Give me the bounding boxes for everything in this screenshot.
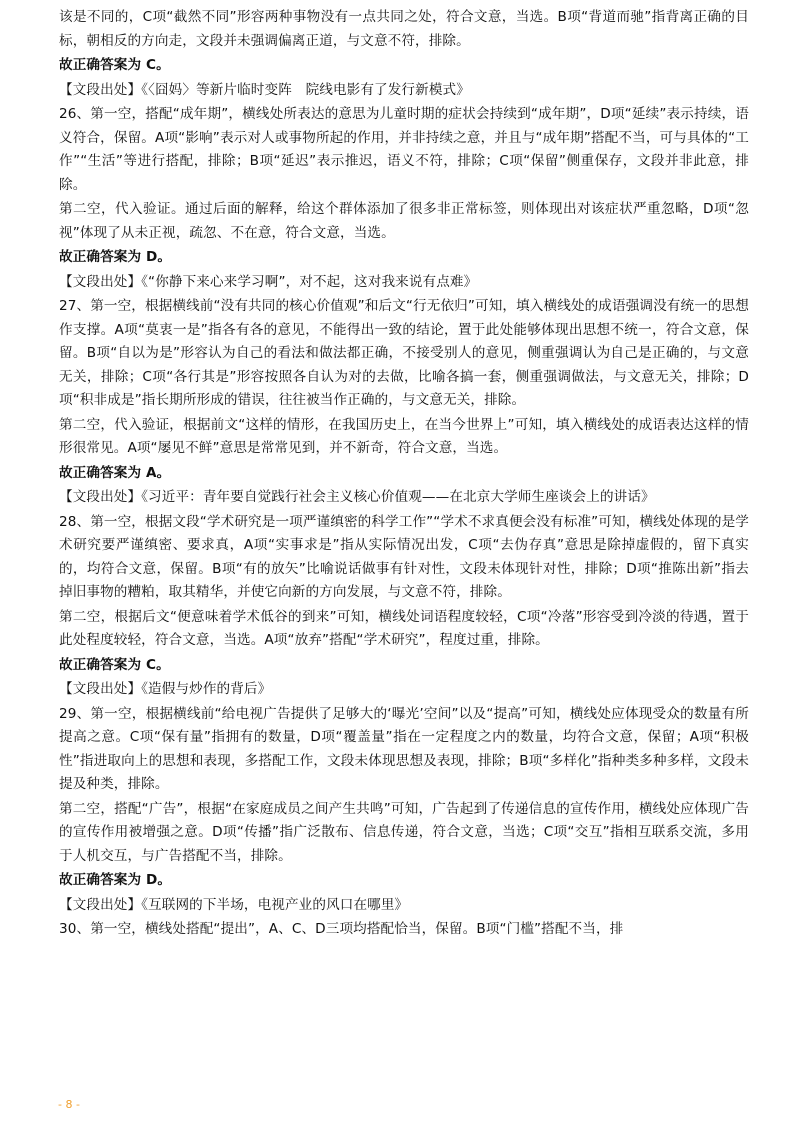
paragraph: 第二空，代入验证，根据前文“这样的情形，在我国历史上，在当今世界上”可知，填入横线处的成语表达这样的情形很常见。A项“屡见不鲜”意思是常常见到，并不新奇，符合文意，当选。 [59, 416, 749, 456]
source-line: 【文段出处】《习近平：青年要自觉践行社会主义核心价值观——在北京大学师生座谈会上的讲话》 [59, 489, 655, 505]
paragraph: 27、第一空，根据横线前“没有共同的核心价值观”和后文“行无依归”可知，填入横线处的成语强调没有统一的思想作支撑。A项“莫衷一是”指各有各的意见，不能得出一致的结论，置于此处能够体现出思想不统一，符合文意，保留。B项“自以为是”形容认为自己的看法和做法都正确，不接受别人的意见，侧重强调认为自己是正确的，与文意无关，排除；C项“各行其是”形容按照各自认为对的去做，比喻各搞一套，侧重强调做法，与文意无关，排除；D项“积非成是”指长期所形成的错误，往往被当作正确的，与文意无关，排除。 [59, 298, 749, 408]
paragraph: 第二空，根据后文“便意味着学术低谷的到来”可知，横线处词语程度较轻，C项“冷落”形容受到冷淡的待遇，置于此处程度较轻，符合文意，当选。A项“放弃”搭配“学术研究”，程度过重，排除。 [59, 608, 749, 648]
answer-line: 故正确答案为 C。 [59, 57, 170, 73]
paragraph: 26、第一空，搭配“成年期”，横线处所表达的意思为儿童时期的症状会持续到“成年期”，D项“延续”表示持续，语义符合，保留。A项“影响”表示对人或事物所起的作用，并非持续之意，并且与“成年期”搭配不当，可与具体的“工作”“生活”等进行搭配，排除；B项“延迟”表示推迟，语义不符，排除；C项“保留”侧重保存，文段并非此意，排除。 [59, 106, 749, 193]
source-line: 【文段出处】《造假与炒作的背后》 [59, 681, 272, 697]
answer-line: 故正确答案为 D。 [59, 249, 172, 265]
paragraph: 该是不同的，C项“截然不同”形容两种事物没有一点共同之处，符合文意，当选。B项“背道而驰”指背离正确的目标，朝相反的方向走，文段并未强调偏离正道，与文意不符，排除。 [59, 9, 749, 49]
paragraph: 29、第一空，根据横线前“给电视广告提供了足够大的‘曝光’空间”以及“提高”可知，横线处应体现受众的数量有所提高之意。C项“保有量”指拥有的数量，D项“覆盖量”指在一定程度之内的数量，均符合文意，保留；A项“积极性”指进取向上的思想和表现，多搭配工作，文段未体现思想及表现，排除；B项“多样化”指种类多种多样，文段未提及种类，排除。 [59, 705, 749, 792]
answer-line: 故正确答案为 D。 [59, 872, 172, 888]
page-number: - 8 - [58, 1098, 80, 1111]
paragraph: 30、第一空，横线处搭配“提出”，A、C、D三项均搭配恰当，保留。B项“门槛”搭配不当，排 [59, 921, 624, 937]
answer-line: 故正确答案为 A。 [59, 464, 171, 481]
paragraph: 28、第一空，根据文段“学术研究是一项严谨缜密的科学工作”“学术不求真便会没有标准”可知，横线处体现的是学术研究要严谨缜密、要求真，A项“实事求是”指从实际情况出发，C项“去伪存真”意思是除掉虚假的，留下真实的，均符合文意，保留。B项“有的放矢”比喻说话做事有针对性，文段未体现针对性，排除；D项“推陈出新”指去掉旧事物的糟粕，取其精华，并使它向新的方向发展，与文意不符，排除。 [59, 513, 749, 600]
paragraph: 第二空，代入验证。通过后面的解释，给这个群体添加了很多非正常标签，则体现出对该症状严重忽略，D项“忽视”体现了从未正视，疏忽、不在意，符合文意，当选。 [59, 201, 749, 241]
source-line: 【文段出处】《“你静下来心来学习啊”，对不起，这对我来说有点难》 [59, 273, 478, 290]
answer-line: 故正确答案为 C。 [59, 656, 170, 673]
source-line: 【文段出处】《〈囧妈〉等新片临时变阵 院线电影有了发行新模式》 [59, 81, 470, 98]
source-line: 【文段出处】《互联网的下半场，电视产业的风口在哪里》 [59, 896, 409, 913]
paragraph: 第二空，搭配“广告”，根据“在家庭成员之间产生共鸣”可知，广告起到了传递信息的宣传作用，横线处应体现广告的宣传作用被增强之意。D项“传播”指广泛散布、信息传递，符合文意，当选；C项“交互”指相互联系交流，多用于人机交互，与广告搭配不当，排除。 [59, 800, 749, 864]
document-body [59, 6, 749, 943]
